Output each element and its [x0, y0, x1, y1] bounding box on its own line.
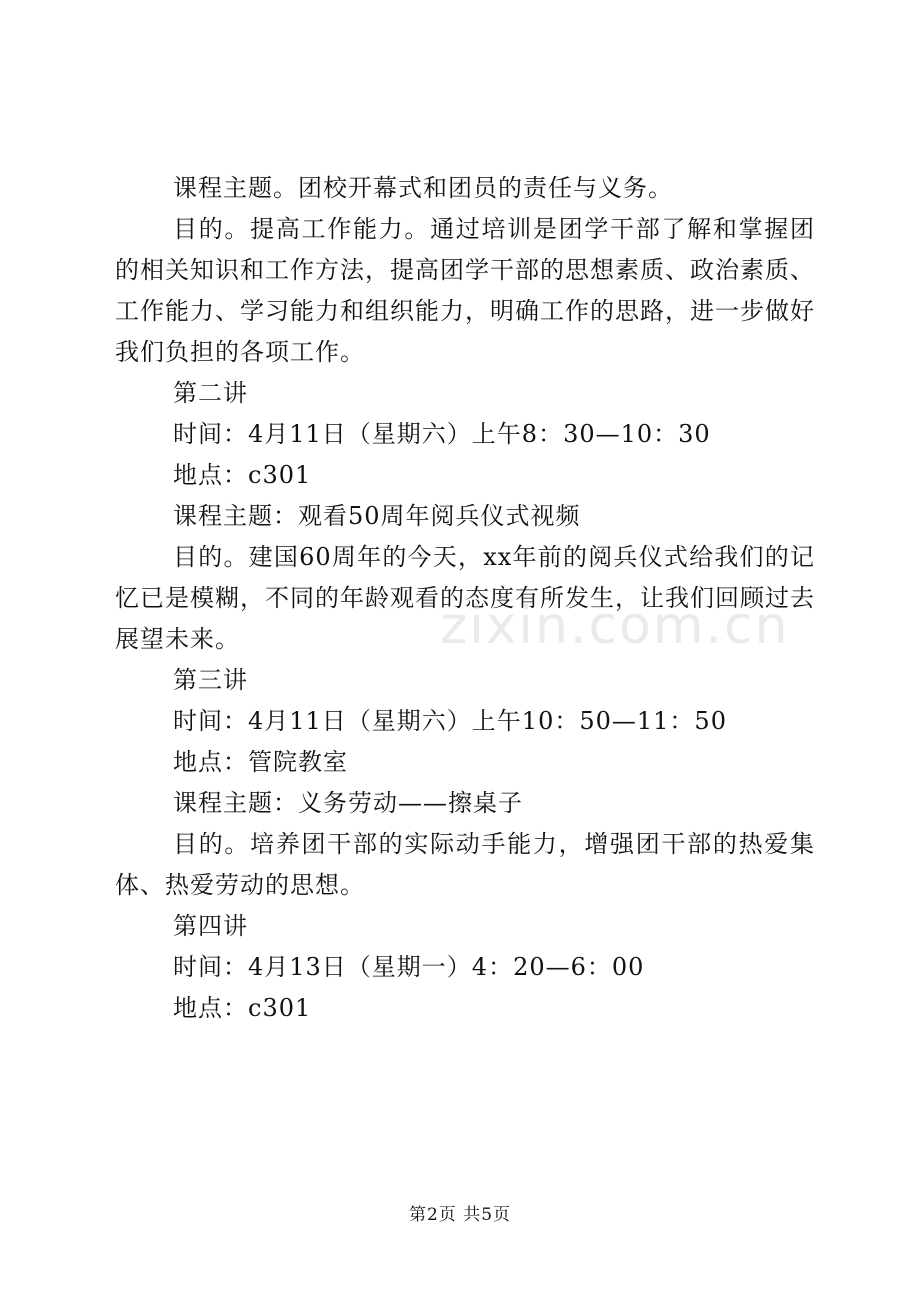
- heading-lecture-3: 第三讲: [173, 666, 248, 694]
- lecture-2-location: 地点：c301: [173, 461, 312, 489]
- lecture-3-topic: 课程主题：义务劳动——擦桌子: [173, 789, 523, 817]
- lecture-3-time: 时间：4月11日（星期六）上午10：50—11：50: [173, 707, 727, 735]
- lecture-2-purpose: 目的。建国60周年的今天，xx年前的阅兵仪式给我们的记忆已是模糊，不同的年龄观看的态度有所发生，让我们回顾过去展望未来。: [115, 543, 815, 653]
- heading-lecture-4: 第四讲: [173, 912, 248, 940]
- watermark-text: zixin.com.cn: [440, 596, 790, 656]
- lecture-4-location: 地点：c301: [173, 994, 312, 1022]
- lecture-2-topic: 课程主题：观看50周年阅兵仪式视频: [173, 502, 581, 530]
- lecture-4-time: 时间：4月13日（星期一）4：20—6：00: [173, 953, 645, 981]
- paragraph-purpose: 目的。提高工作能力。通过培训是团学干部了解和掌握团的相关知识和工作方法，提高团学干部的思想素质、政治素质、工作能力、学习能力和组织能力，明确工作的思路，进一步做好我们负担的各项工作。: [115, 215, 815, 366]
- heading-lecture-2: 第二讲: [173, 379, 248, 407]
- lecture-3-location: 地点：管院教室: [173, 748, 348, 776]
- lecture-2-time: 时间：4月11日（星期六）上午8：30—10：30: [173, 420, 711, 448]
- paragraph-course-topic: 课程主题。团校开幕式和团员的责任与义务。: [173, 174, 673, 202]
- page-footer: 第2页 共5页: [408, 1205, 512, 1225]
- lecture-3-purpose: 目的。培养团干部的实际动手能力，增强团干部的热爱集体、热爱劳动的思想。: [115, 830, 815, 899]
